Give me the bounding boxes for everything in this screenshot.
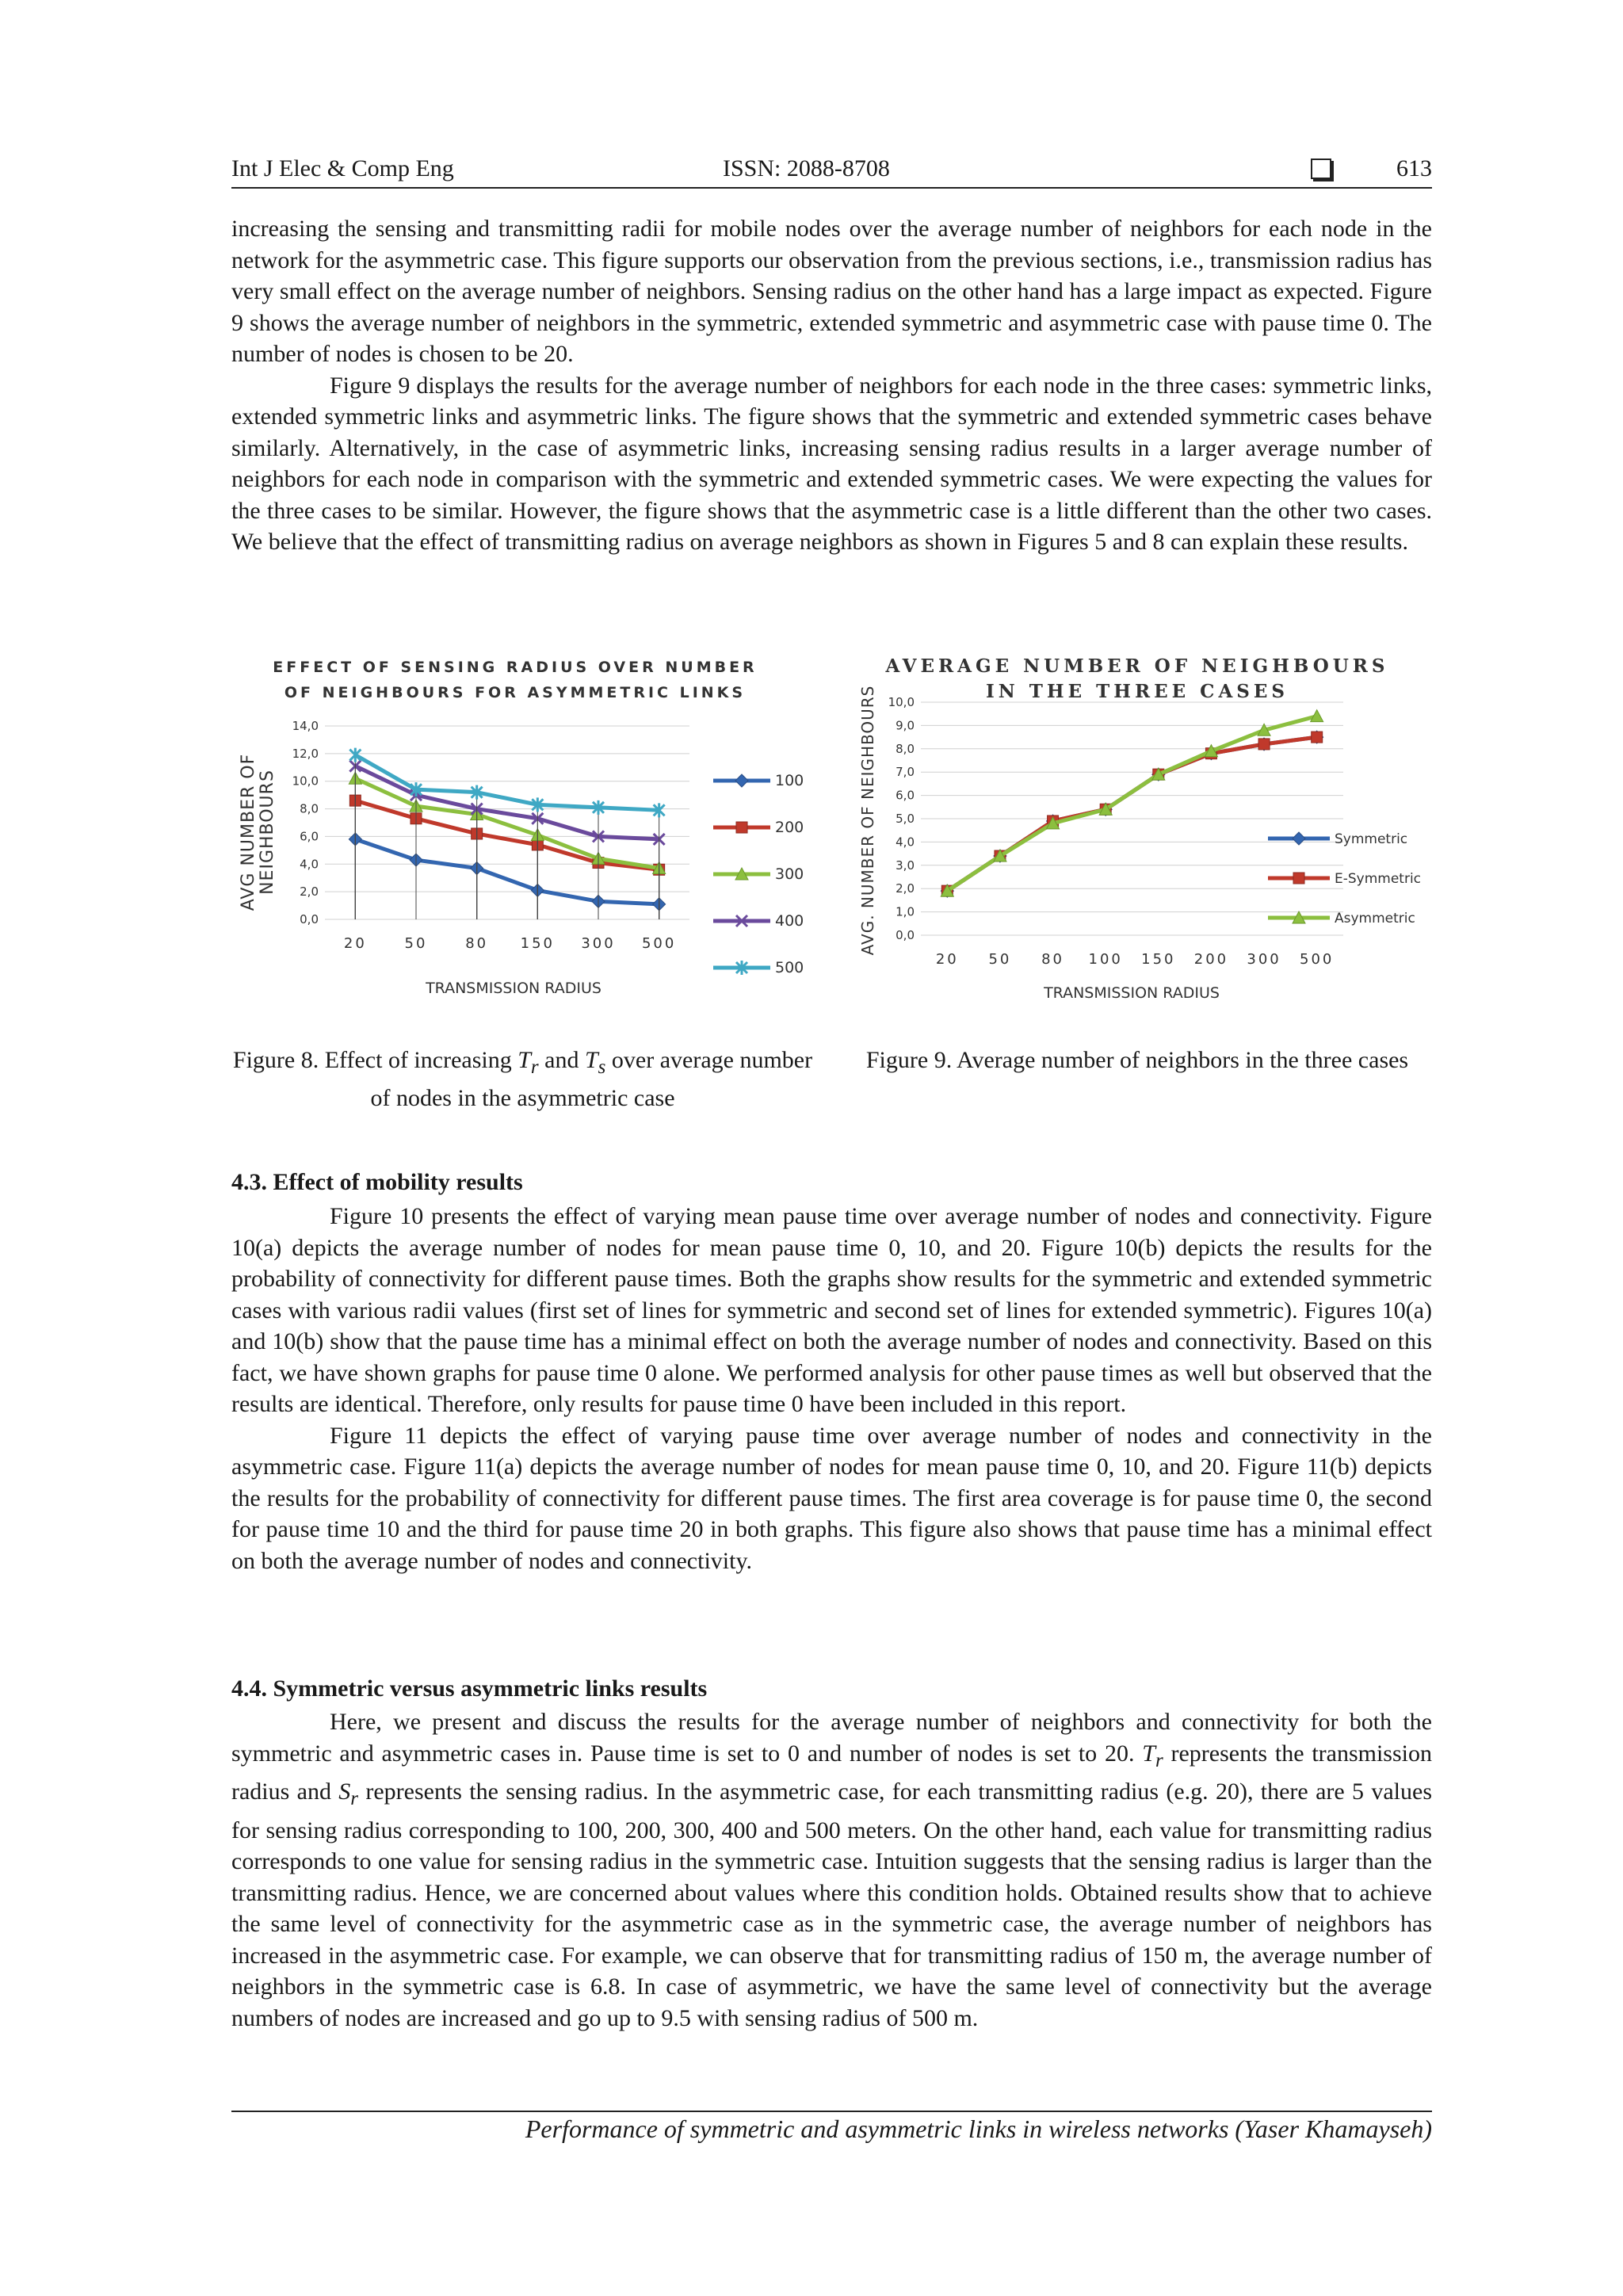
x-tick-label: 100 <box>1088 951 1123 968</box>
legend-label-E-Symmetric: E-Symmetric <box>1335 871 1422 887</box>
y-tick-label: 2,0 <box>300 884 319 900</box>
legend-label-100: 100 <box>775 772 804 789</box>
x-tick-label: 50 <box>404 935 428 952</box>
series-line-500 <box>355 755 659 811</box>
section-4-3-text <box>231 1201 1432 1576</box>
y-tick-label: 2,0 <box>896 881 915 896</box>
figure-9-chart <box>840 650 1442 1014</box>
x-tick-label: 200 <box>1193 951 1229 968</box>
x-axis-label: TRANSMISSION RADIUS <box>426 980 601 997</box>
y-axis-label: AVG. NUMBER OF NEIGHBOURS <box>858 685 877 956</box>
y-tick-label: 12,0 <box>292 746 319 761</box>
x-tick-label: 80 <box>1041 951 1065 968</box>
running-footer: Performance of symmetric and asymmetric links in wireless networks (Yaser Khamayseh) <box>525 2115 1432 2143</box>
figure-8-svg <box>230 650 832 1014</box>
chart-title-line: OF NEIGHBOURS FOR ASYMMETRIC LINKS <box>284 684 747 701</box>
y-tick-label: 10,0 <box>292 774 319 789</box>
section-4-4-paragraph <box>231 1706 1432 2034</box>
chart-title-line: EFFECT OF SENSING RADIUS OVER NUMBER <box>273 659 758 676</box>
legend-label-500: 500 <box>775 959 804 976</box>
y-axis-label: NEIGHBOURS <box>258 770 277 895</box>
figure-9-svg <box>840 650 1442 1014</box>
caption-8-prefix: Figure 8. Effect of increasing <box>232 1047 518 1073</box>
legend-label-Symmetric: Symmetric <box>1335 831 1408 847</box>
figure-8-chart <box>230 650 832 1014</box>
y-tick-label: 4,0 <box>300 857 319 872</box>
running-header <box>231 155 1432 189</box>
x-tick-label: 80 <box>465 935 489 952</box>
legend-label-300: 300 <box>775 865 804 883</box>
legend-label-400: 400 <box>775 912 804 930</box>
page-number: 613 <box>1396 155 1432 181</box>
x-tick-label: 150 <box>520 935 556 952</box>
x-tick-label: 50 <box>988 951 1012 968</box>
series-line-Symmetric <box>947 737 1316 891</box>
y-tick-label: 1,0 <box>896 904 915 919</box>
y-tick-label: 14,0 <box>292 719 319 733</box>
y-tick-label: 9,0 <box>896 718 915 733</box>
x-tick-label: 300 <box>1247 951 1281 968</box>
tr-symbol-sub: r <box>1155 1749 1163 1771</box>
caption-8-ts: T <box>584 1047 598 1073</box>
y-tick-label: 7,0 <box>896 765 915 780</box>
legend-label-Asymmetric: Asymmetric <box>1335 911 1415 926</box>
x-tick-label: 500 <box>641 935 677 952</box>
y-tick-label: 8,0 <box>300 801 319 816</box>
data-point-E-Symmetric <box>1258 739 1270 750</box>
x-tick-label: 500 <box>1300 951 1335 968</box>
legend-marker-Symmetric <box>1293 832 1305 845</box>
section-4-3-title: 4.3. Effect of mobility results <box>231 1169 523 1195</box>
checkbox-square-icon <box>1311 159 1331 179</box>
legend-marker-100 <box>735 774 748 787</box>
intro-text <box>231 213 1432 558</box>
section-4-4-mid2: represents the sensing radius. In the asymmetric case, for each transmitting radius (e.g. 20), there are 5 values for sensing radius corresponding to 100, 200, 300, 400 and 500 meters. On the other hand, each value for transmitting radius corresponds to one value for sensing radius in the symmetric case. Intuition suggests that the sensing radius is larger than the transmitting radius. Hence, we are concerned about values where this condition holds. Obtained results show that to achieve the same level of connectivity for the asymmetric case as in the symmetric case, the average number of neighbors has increased in the asymmetric case. For example, we can observe that for transmitting radius of 150 m, the average number of neighbors in the symmetric case is 6.8. In case of asymmetric, we have the same level of connectivity but the average numbers of nodes are increased and go up to 9.5 with sensing radius of 500 m. <box>231 1778 1432 2031</box>
section-4-4-p1: Here, we present and discuss the results for the average number of neighbors and connectivity for both the symmetric and asymmetric cases in. Pause time is set to 0 and number of nodes is set to 20. <box>231 1709 1432 1767</box>
chart-title-line: IN THE THREE CASES <box>985 681 1289 702</box>
x-tick-label: 150 <box>1141 951 1176 968</box>
section-4-4-text <box>231 1706 1432 2034</box>
series-line-100 <box>355 839 659 904</box>
intro-paragraph-2: Figure 9 displays the results for the average number of neighbors for each node in the three cases: symmetric links, extended symmetric links and asymmetric links. The figure shows that the symmetric and extended symmetric cases behave similarly. Alternatively, in the case of asymmetric links, increasing sensing radius results in a larger average number of neighbors for each node in comparison with the symmetric and extended symmetric cases. We were expecting the values for the three cases to be similar. However, the figure shows that the asymmetric case is a little different than the other two cases. We believe that the effect of transmitting radius on average neighbors as shown in Figures 5 and 8 can explain these results. <box>231 372 1432 555</box>
sr-symbol: S <box>338 1778 351 1805</box>
legend-marker-E-Symmetric <box>1293 873 1304 884</box>
y-tick-label: 10,0 <box>888 695 915 709</box>
section-4-4-mid1: represents the transmission radius and <box>231 1740 1432 1805</box>
y-axis-label: AVG NUMBER OF <box>239 753 258 911</box>
issn: ISSN: 2088-8708 <box>723 155 890 181</box>
y-tick-label: 8,0 <box>896 741 915 756</box>
y-tick-label: 4,0 <box>896 835 915 850</box>
figure-8-caption <box>231 1045 814 1114</box>
chart-title-line: AVERAGE NUMBER OF NEIGHBOURS <box>885 655 1389 677</box>
legend-label-200: 200 <box>775 819 804 836</box>
series-line-E-Symmetric <box>947 737 1316 891</box>
y-tick-label: 3,0 <box>896 858 915 873</box>
journal-name: Int J Elec & Comp Eng <box>231 155 454 181</box>
y-tick-label: 0,0 <box>300 912 319 926</box>
section-4-4-title: 4.4. Symmetric versus asymmetric links results <box>231 1675 708 1702</box>
x-tick-label: 300 <box>581 935 616 952</box>
caption-8-and: and <box>538 1047 585 1073</box>
figure-9-caption: Figure 9. Average number of neighbors in the three cases <box>865 1047 1409 1073</box>
y-tick-label: 6,0 <box>300 829 319 844</box>
x-tick-label: 20 <box>343 935 367 952</box>
caption-8-tr: T <box>517 1047 531 1073</box>
caption-8-suffix: over average number of nodes in the asymmetric case <box>370 1047 813 1111</box>
series-line-400 <box>355 766 659 839</box>
intro-paragraph-1: increasing the sensing and transmitting radii for mobile nodes over the average number of neighbors for each node in the network for the asymmetric case. This figure supports our observation from the previous sections, i.e., transmission radius has very small effect on the average number of neighbors. Sensing radius on the other hand has a large impact as expected. Figure 9 shows the average number of neighbors in the symmetric, extended symmetric and asymmetric case with pause time 0. The number of nodes is chosen to be 20. <box>231 216 1432 367</box>
y-tick-label: 0,0 <box>896 928 915 942</box>
section-4-3-paragraph-1: Figure 10 presents the effect of varying mean pause time over average number of nodes and connectivity. Figure 10(a) depicts the average number of nodes for mean pause time 0, 10, and 20. Figure 10(b) depicts the results for the probability of connectivity for different pause times. Both the graphs show results for the symmetric and extended symmetric cases with various radii values (first set of lines for symmetric and second set of lines for extended symmetric). Figures 10(a) and 10(b) show that the pause time has a minimal effect on both the average number of nodes and connectivity. Based on this fact, we have shown graphs for pause time 0 alone. We performed analysis for other pause times as well but observed that the results are identical. Therefore, only results for pause time 0 have been included in this report. <box>231 1203 1432 1417</box>
legend-marker-200 <box>736 822 747 833</box>
y-tick-label: 6,0 <box>896 788 915 803</box>
footer-rule <box>231 2111 1432 2112</box>
x-axis-label: TRANSMISSION RADIUS <box>1044 984 1220 1002</box>
x-tick-label: 20 <box>935 951 959 968</box>
sr-symbol-sub: r <box>350 1788 359 1809</box>
tr-symbol: T <box>1142 1740 1155 1767</box>
caption-8-ts-sub: s <box>598 1056 606 1078</box>
section-4-3-paragraph-2: Figure 11 depicts the effect of varying pause time over average number of nodes and connectivity in the asymmetric case. Figure 11(a) depicts the average number of nodes for mean pause time 0, 10, and 20. Figure 11(b) depicts the results for the probability of connectivity for different pause times. The first area coverage is for pause time 0, the second for pause time 10 and the third for pause time 20 in both graphs. This figure also shows that pause time has a minimal effect on both the average number of nodes and connectivity. <box>231 1422 1432 1574</box>
y-tick-label: 5,0 <box>896 812 915 826</box>
data-point-E-Symmetric <box>1312 732 1323 743</box>
caption-8-tr-sub: r <box>530 1056 539 1078</box>
